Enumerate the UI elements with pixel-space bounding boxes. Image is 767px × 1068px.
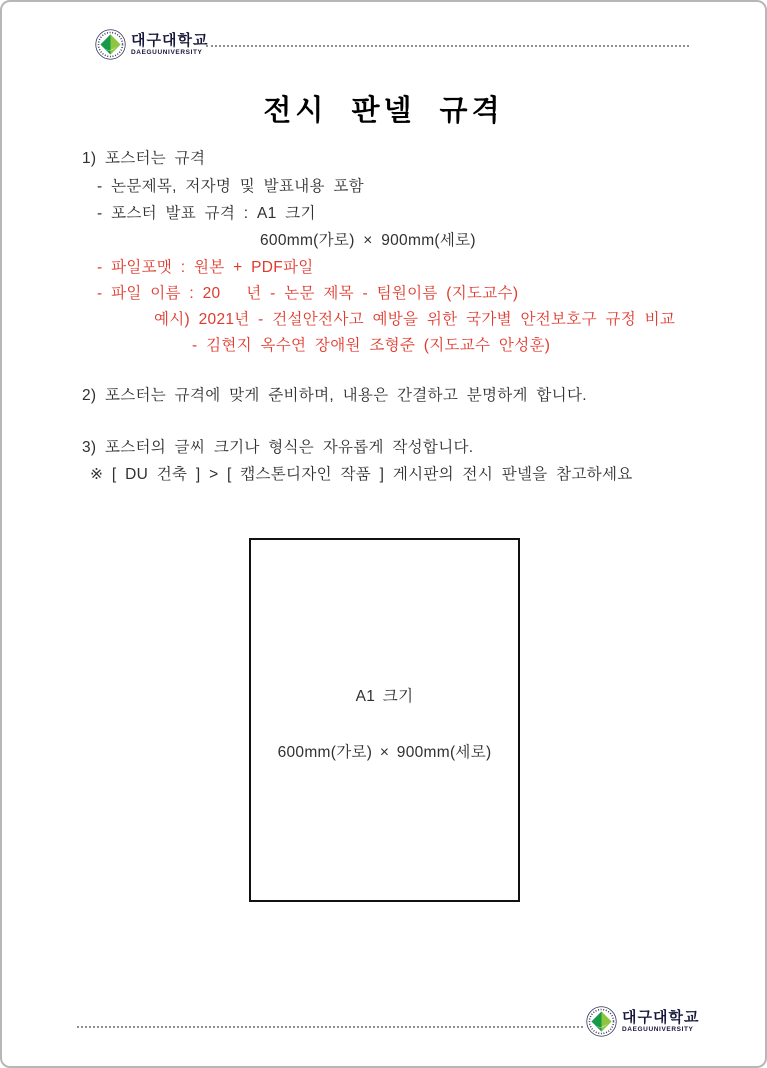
panel-size-label: A1 크기 (355, 688, 414, 705)
spec-line-example: 예시) 2021년 - 건설안전사고 예방을 위한 국가별 안전보호구 규정 비교 (154, 311, 676, 328)
header-dotted-divider (206, 45, 689, 47)
university-seal-icon (586, 1006, 617, 1037)
panel-dimensions: 600mm(가로) × 900mm(세로) (277, 744, 492, 761)
university-seal-icon (95, 29, 126, 60)
university-name-en: DAEGUUNIVERSITY (131, 48, 203, 56)
spec-line-file-format: - 파일포맷 : 원본 + PDF파일 (97, 259, 314, 276)
spec-item-3-note: ※ [ DU 건축 ] > [ 캡스톤디자인 작품 ] 게시판의 전시 판넬을 참고하세요 (90, 466, 633, 483)
university-name-en: DAEGUUNIVERSITY (622, 1025, 694, 1033)
header-university-logo (95, 29, 208, 60)
spec-line-1: 1) 포스터는 규격 (82, 150, 206, 167)
spec-line-file-name: - 파일 이름 : 20 년 - 논문 제목 - 팀원이름 (지도교수) (97, 285, 519, 302)
panel-size-box (249, 538, 520, 902)
footer-university-logo (586, 1006, 699, 1037)
footer-dotted-divider (77, 1026, 583, 1028)
university-logo-text (131, 33, 208, 57)
spec-item-3: 3) 포스터의 글씨 크기나 형식은 자유롭게 작성합니다. (82, 439, 474, 456)
university-name-ko: 대구대학교 (131, 31, 209, 49)
university-logo-text (622, 1010, 699, 1034)
spec-item-2: 2) 포스터는 규격에 맞게 준비하며, 내용은 간결하고 분명하게 합니다. (82, 387, 587, 404)
spec-line-3: - 포스터 발표 규격 : A1 크기 (97, 205, 316, 222)
spec-line-example-names: - 김현지 옥수연 장애원 조형준 (지도교수 안성훈) (192, 337, 551, 354)
spec-line-dimensions: 600mm(가로) × 900mm(세로) (260, 232, 476, 249)
university-name-ko: 대구대학교 (622, 1008, 700, 1026)
page-title: 전시 판넬 규격 (263, 95, 504, 127)
spec-line-2: - 논문제목, 저자명 및 발표내용 포함 (97, 178, 364, 195)
